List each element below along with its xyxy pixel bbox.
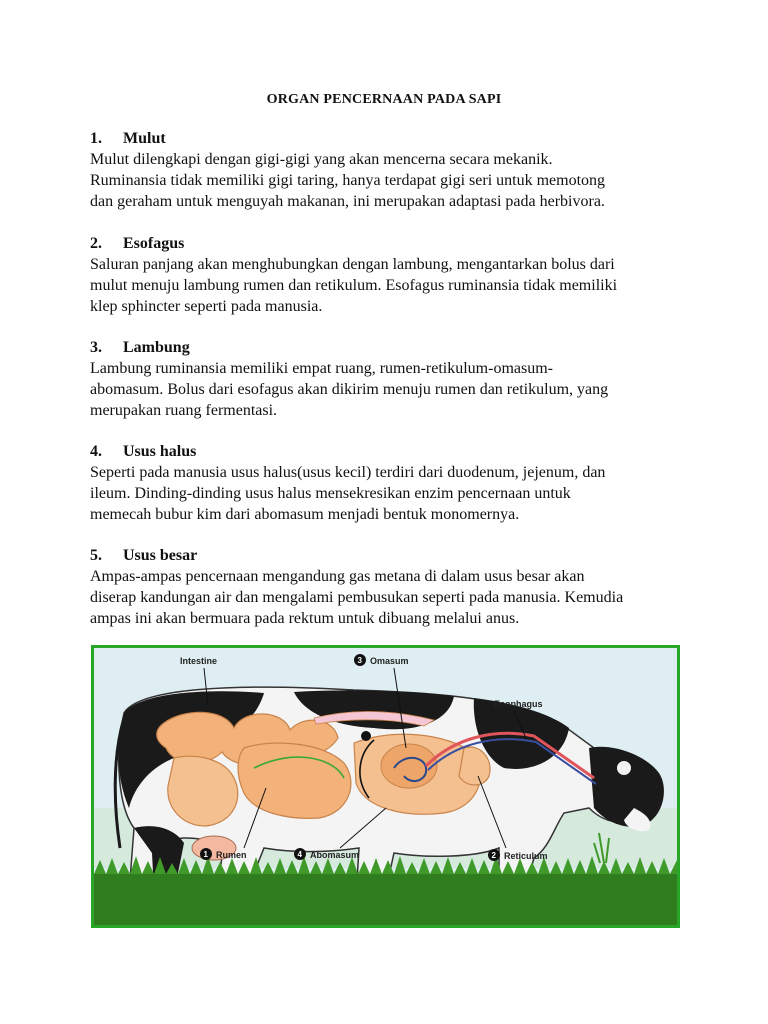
section-title: Lambung <box>123 339 190 356</box>
paragraph-line: memecah bubur kim dari abomasum menjadi bentuk monomernya. <box>90 506 520 523</box>
paragraph-line: Lambung ruminansia memiliki empat ruang, rumen-retikulum-omasum- <box>90 360 553 377</box>
paragraph-line: abomasum. Bolus dari esofagus akan dikirim menuju rumen dan retikulum, yang <box>90 381 609 398</box>
omasum-number: 3 <box>357 656 362 665</box>
section-1 <box>90 128 690 212</box>
paragraph-line: klep sphincter seperti pada manusia. <box>90 298 323 315</box>
paragraph-line: diserap kandungan air dan mengalami pembusukan seperti pada manusia. Kemudia <box>90 589 624 606</box>
section-number: 4. <box>90 443 102 460</box>
section-number: 2. <box>90 235 102 252</box>
paragraph-line: Saluran panjang akan menghubungkan dengan lambung, mengantarkan bolus dari <box>90 256 615 273</box>
section-heading <box>90 337 690 358</box>
section-heading <box>90 441 690 462</box>
section-5 <box>90 545 690 629</box>
paragraph-line: dan geraham untuk menguyah makanan, ini merupakan adaptasi pada herbivora. <box>90 193 605 210</box>
section-body <box>90 462 690 525</box>
abomasum-number: 4 <box>297 850 302 859</box>
section-body <box>90 566 690 629</box>
reticulum-label: Reticulum <box>504 851 548 861</box>
section-4 <box>90 441 690 525</box>
section-title: Esofagus <box>123 235 185 252</box>
section-body <box>90 358 690 421</box>
section-2 <box>90 233 690 317</box>
section-title: Usus halus <box>123 443 197 460</box>
section-number: 3. <box>90 339 102 356</box>
section-body <box>90 254 690 317</box>
section-number: 5. <box>90 547 102 564</box>
paragraph-line: Ruminansia tidak memiliki gigi taring, hanya terdapat gigi seri untuk memotong <box>90 172 606 189</box>
rumen-label: Rumen <box>216 850 247 860</box>
section-title: Usus besar <box>123 547 198 564</box>
paragraph-line: mulut menuju lambung rumen dan retikulum. Esofagus ruminansia tidak memiliki <box>90 277 618 294</box>
rumen-number: 1 <box>203 850 208 859</box>
omasum-label: Omasum <box>370 656 409 666</box>
abomasum-label: Abomasum <box>310 850 360 860</box>
intestine-label: Intestine <box>180 656 218 666</box>
section-heading <box>90 233 690 254</box>
section-3 <box>90 337 690 421</box>
section-heading <box>90 128 690 149</box>
diagram-svg <box>94 648 677 925</box>
section-title: Mulut <box>123 130 166 147</box>
paragraph-line: ileum. Dinding-dinding usus halus mensekresikan enzim pencernaan untuk <box>90 485 571 502</box>
section-heading <box>90 545 690 566</box>
reticulum-number: 2 <box>491 851 496 860</box>
paragraph-line: ampas ini akan bermuara pada rektum untuk dibuang melalui anus. <box>90 610 520 627</box>
paragraph-line: Mulut dilengkapi dengan gigi-gigi yang akan mencerna secara mekanik. <box>90 151 553 168</box>
paragraph-line: Seperti pada manusia usus halus(usus kecil) terdiri dari duodenum, jejenum, dan <box>90 464 606 481</box>
page-title: ORGAN PENCERNAAN PADA SAPI <box>266 92 502 107</box>
cow-digestive-diagram <box>91 645 680 928</box>
section-number: 1. <box>90 130 102 147</box>
paragraph-line: merupakan ruang fermentasi. <box>90 402 278 419</box>
section-body <box>90 149 690 212</box>
paragraph-line: Ampas-ampas pencernaan mengandung gas metana di dalam usus besar akan <box>90 568 585 585</box>
esophagus-label: Esophagus <box>494 699 543 709</box>
